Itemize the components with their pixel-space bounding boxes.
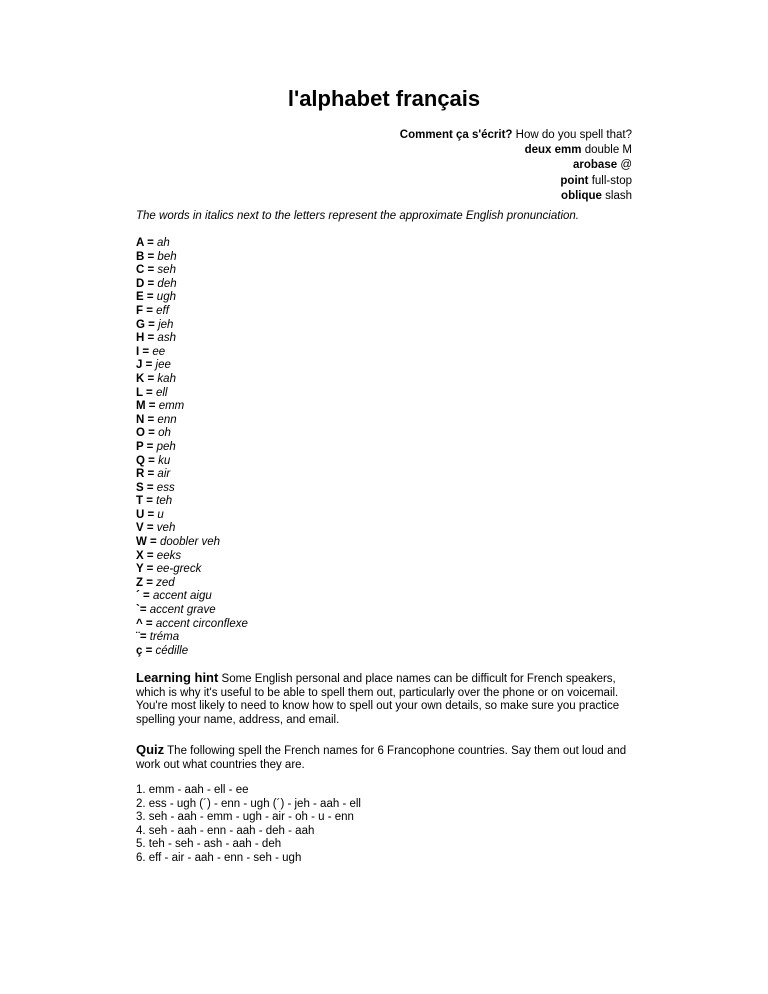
- alphabet-letter: X =: [136, 549, 154, 562]
- alphabet-pronunciation: beh: [157, 250, 177, 263]
- alphabet-pronunciation: cédille: [155, 644, 189, 657]
- alphabet-pronunciation: doobler veh: [159, 536, 221, 549]
- alphabet-pronunciation: ee: [152, 345, 166, 358]
- alphabet-pronunciation: eff: [156, 304, 169, 317]
- alphabet-letter: A =: [136, 237, 154, 249]
- alphabet-letter: G =: [136, 318, 155, 331]
- phrase-meaning: slash: [605, 189, 632, 202]
- alphabet-pronunciation: deh: [157, 277, 177, 290]
- alphabet-letter: Z =: [136, 576, 153, 589]
- alphabet-pronunciation: veh: [156, 522, 176, 535]
- phrase-term: arobase: [573, 159, 618, 172]
- alphabet-letter: E =: [136, 291, 154, 304]
- alphabet-pronunciation: ee-greck: [156, 563, 202, 576]
- alphabet-pronunciation: accent circonflexe: [155, 617, 248, 630]
- alphabet-row: [136, 509, 248, 523]
- alphabet-pronunciation: ash: [157, 332, 176, 345]
- alphabet-letter: S =: [136, 481, 154, 494]
- alphabet-letter: Y =: [136, 563, 154, 576]
- phrase-term: Comment ça s'écrit?: [399, 129, 513, 141]
- alphabet-pronunciation: eeks: [156, 549, 182, 562]
- quiz-item: 3. seh - aah - emm - ugh - air - oh - u - enn: [136, 811, 354, 824]
- phrase-list: [400, 128, 632, 204]
- phrase-meaning: double M: [584, 144, 632, 157]
- alphabet-letter: O =: [136, 427, 155, 440]
- alphabet-row: [136, 237, 248, 251]
- learning-hint-heading: Learning hint: [136, 670, 219, 685]
- alphabet-row: [136, 618, 248, 632]
- phrase-row: [400, 158, 632, 173]
- alphabet-pronunciation: ku: [158, 454, 171, 467]
- alphabet-row: [136, 522, 248, 536]
- alphabet-row: [136, 400, 248, 414]
- quiz-item: 4. seh - aah - enn - aah - deh - aah: [136, 824, 315, 837]
- quiz-text: The following spell the French names for 6 Francophone countries. Say them out loud and work out what countries they are.: [136, 745, 627, 771]
- alphabet-row: [136, 373, 248, 387]
- alphabet-pronunciation: ess: [156, 481, 175, 494]
- phrase-term: deux emm: [524, 144, 582, 157]
- alphabet-row: [136, 577, 248, 591]
- phrase-meaning: @: [620, 159, 632, 172]
- intro-note: The words in italics next to the letters represent the approximate English pronunciation.: [136, 210, 579, 222]
- alphabet-row: [136, 468, 248, 482]
- alphabet-letter: U =: [136, 508, 155, 521]
- alphabet-row: [136, 291, 248, 305]
- learning-hint: [136, 671, 636, 728]
- alphabet-letter: Q =: [136, 454, 155, 467]
- alphabet-pronunciation: oh: [158, 427, 171, 440]
- alphabet-letter: ç =: [136, 644, 153, 657]
- alphabet-pronunciation: jee: [155, 359, 171, 372]
- alphabet-list: [136, 237, 248, 658]
- alphabet-letter: J =: [136, 359, 153, 372]
- quiz-intro: [136, 743, 636, 772]
- phrase-meaning: How do you spell that?: [515, 129, 632, 141]
- alphabet-letter: D =: [136, 277, 155, 290]
- alphabet-row: [136, 359, 248, 373]
- alphabet-letter: I =: [136, 345, 150, 358]
- alphabet-row: [136, 387, 248, 401]
- alphabet-row: [136, 645, 248, 659]
- alphabet-pronunciation: accent grave: [149, 604, 216, 617]
- quiz-list: [136, 784, 361, 866]
- alphabet-row: [136, 332, 248, 346]
- alphabet-row: [136, 536, 248, 550]
- alphabet-row: [136, 604, 248, 618]
- phrase-term: point: [560, 174, 589, 187]
- phrase-row: [400, 128, 632, 143]
- alphabet-pronunciation: ugh: [156, 291, 176, 304]
- alphabet-letter: ^ =: [136, 617, 153, 630]
- learning-hint-text: Some English personal and place names can be difficult for French speakers, which is why it's useful to be able to spell them out, particularly over the phone or on voicemail. You're most likely to need to know how to spell out your own details, so make sure you practice spelling your name, address, and email.: [136, 673, 620, 727]
- alphabet-row: [136, 427, 248, 441]
- quiz-item: 1. emm - aah - ell - ee: [136, 784, 249, 796]
- alphabet-letter: V =: [136, 522, 154, 535]
- alphabet-row: [136, 550, 248, 564]
- phrase-meaning: full-stop: [591, 174, 632, 187]
- alphabet-row: [136, 590, 248, 604]
- alphabet-letter: `=: [136, 604, 147, 617]
- alphabet-pronunciation: tréma: [149, 631, 180, 644]
- alphabet-row: [136, 563, 248, 577]
- alphabet-pronunciation: kah: [157, 372, 176, 385]
- alphabet-pronunciation: zed: [156, 576, 175, 589]
- quiz-item: 6. eff - air - aah - enn - seh - ugh: [136, 851, 302, 864]
- quiz-heading: Quiz: [136, 742, 165, 757]
- alphabet-row: [136, 251, 248, 265]
- alphabet-pronunciation: accent aigu: [152, 590, 212, 603]
- phrase-term: oblique: [561, 189, 602, 202]
- alphabet-letter: ¨=: [136, 631, 147, 644]
- alphabet-pronunciation: u: [157, 508, 164, 521]
- alphabet-row: [136, 278, 248, 292]
- alphabet-letter: B =: [136, 250, 155, 263]
- alphabet-row: [136, 455, 248, 469]
- phrase-row: [400, 143, 632, 158]
- alphabet-letter: T =: [136, 495, 153, 508]
- alphabet-letter: R =: [136, 468, 155, 481]
- phrase-row: [400, 189, 632, 204]
- alphabet-row: [136, 631, 248, 645]
- alphabet-row: [136, 319, 248, 333]
- alphabet-letter: F =: [136, 304, 153, 317]
- alphabet-pronunciation: teh: [156, 495, 173, 508]
- alphabet-row: [136, 441, 248, 455]
- alphabet-pronunciation: enn: [157, 413, 177, 426]
- alphabet-row: [136, 305, 248, 319]
- alphabet-row: [136, 346, 248, 360]
- alphabet-letter: P =: [136, 440, 154, 453]
- alphabet-letter: W =: [136, 536, 157, 549]
- alphabet-letter: ´ =: [136, 590, 150, 603]
- alphabet-pronunciation: seh: [157, 264, 176, 277]
- quiz-item: 2. ess - ugh (´) - enn - ugh (´) - jeh - aah - ell: [136, 797, 361, 810]
- alphabet-letter: M =: [136, 400, 156, 413]
- alphabet-letter: C =: [136, 264, 155, 277]
- alphabet-row: [136, 495, 248, 509]
- alphabet-pronunciation: peh: [156, 440, 176, 453]
- alphabet-letter: L =: [136, 386, 153, 399]
- phrase-row: [400, 174, 632, 189]
- alphabet-row: [136, 264, 248, 278]
- alphabet-letter: K =: [136, 372, 155, 385]
- alphabet-pronunciation: jeh: [158, 318, 174, 331]
- alphabet-row: [136, 482, 248, 496]
- alphabet-pronunciation: ah: [157, 237, 170, 249]
- alphabet-pronunciation: ell: [155, 386, 168, 399]
- quiz-item: 5. teh - seh - ash - aah - deh: [136, 838, 282, 851]
- alphabet-letter: H =: [136, 332, 155, 345]
- alphabet-row: [136, 414, 248, 428]
- page-title: l'alphabet français: [287, 86, 481, 111]
- alphabet-pronunciation: air: [157, 468, 171, 481]
- alphabet-pronunciation: emm: [158, 400, 185, 413]
- alphabet-letter: N =: [136, 413, 155, 426]
